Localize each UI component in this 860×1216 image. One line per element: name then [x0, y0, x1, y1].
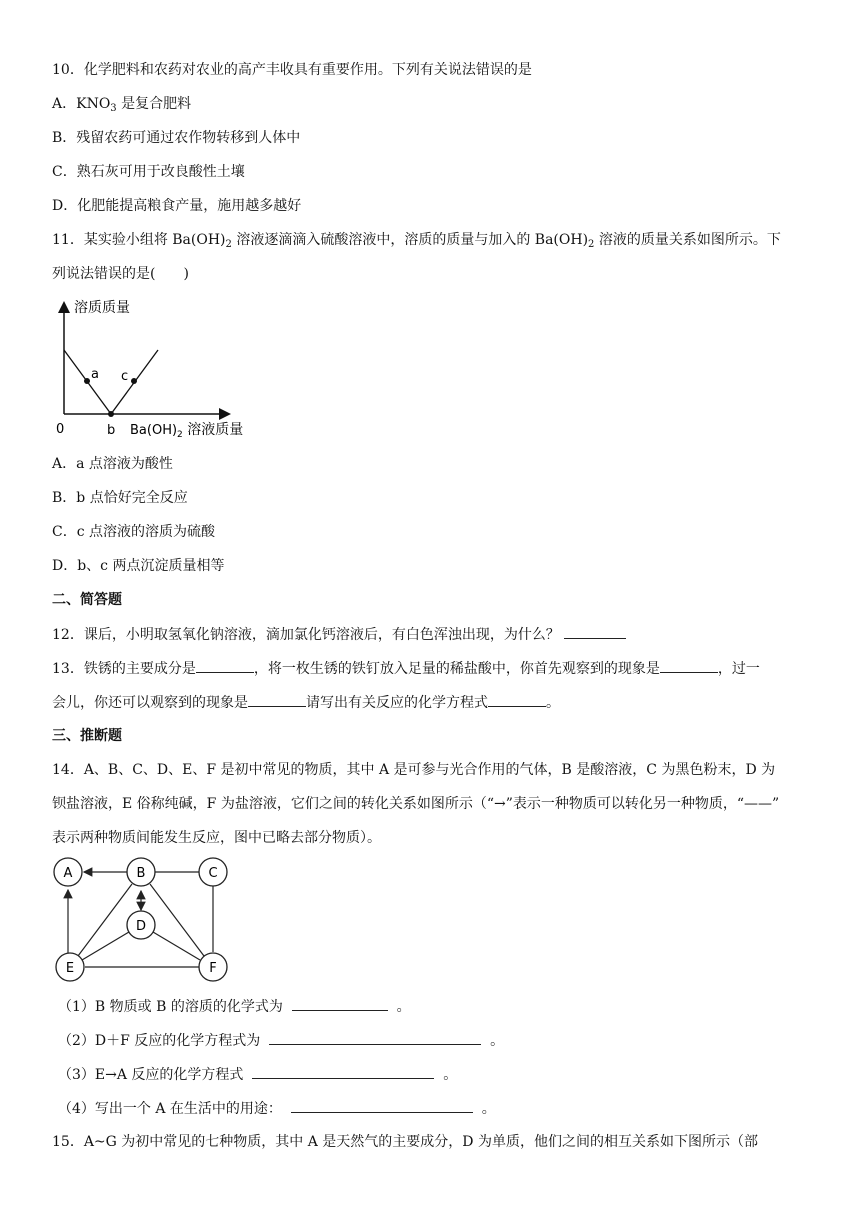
point-c-marker [131, 378, 137, 384]
node-f [199, 953, 227, 981]
graph-ylabel: 溶质质量 [74, 300, 130, 316]
section-heading-short-answer: 二、简答题 [52, 592, 122, 608]
origin-label: 0 [56, 422, 65, 437]
graph-xlabel: $Ba(OH)_2$ 溶液质量 [130, 422, 244, 440]
node-b [127, 858, 155, 886]
point-b-marker [108, 411, 114, 417]
q13-blank-3[interactable] [248, 692, 306, 707]
q10-option-b: B．残留农药可通过农作物转移到人体中 [52, 130, 301, 146]
q14-diagram [50, 854, 235, 982]
q14-stem-line3: 表示两种物质间能发生反应，图中已略去部分物质）。 [52, 830, 381, 846]
svg-text:A: A [63, 866, 73, 881]
svg-text:B: B [136, 866, 146, 881]
q11-option-c: C．c 点溶液的溶质为硫酸 [52, 524, 216, 540]
q10-option-d: D．化肥能提高粮食产量，施用越多越好 [52, 198, 302, 214]
q10-option-c: C．熟石灰可用于改良酸性土壤 [52, 164, 245, 180]
q12-stem: 12．课后，小明取氢氧化钠溶液，滴加氯化钙溶液后，有白色浑浊出现，为什么？ [52, 624, 626, 645]
q14-stem-line2: 钡盐溶液，E 俗称纯碱，F 为盐溶液，它们之间的转化关系如图所示（“→”表示一种物质可以转化另一种物质，“——” [52, 796, 780, 812]
q11-option-b: B．b 点恰好完全反应 [52, 490, 188, 506]
q15-stem: 15．A~G 为初中常见的七种物质，其中 A 是天然气的主要成分，D 为单质，他们之间的相互关系如下图所示（部 [52, 1134, 758, 1150]
q10-option-a: A．$KNO_3$ 是复合肥料 [52, 96, 192, 114]
edge-d-e [82, 932, 129, 960]
svg-text:D: D [135, 919, 147, 934]
section-heading-inference: 三、推断题 [52, 728, 122, 744]
edge-d-f [153, 932, 200, 960]
q14-blank-1[interactable] [292, 996, 388, 1011]
q14-sub-1: （1）B 物质或 B 的溶质的化学式为 。 [58, 996, 411, 1017]
svg-text:E: E [65, 961, 75, 976]
q10-stem: 10．化学肥料和农药对农业的高产丰收具有重要作用。下列有关说法错误的是 [52, 62, 532, 78]
q11-option-a: A．a 点溶液为酸性 [52, 456, 173, 472]
svg-text:F: F [209, 961, 217, 976]
q14-blank-4[interactable] [291, 1098, 473, 1113]
q13-blank-4[interactable] [488, 692, 546, 707]
q11-graph [48, 292, 268, 442]
node-e [56, 953, 84, 981]
q13-blank-2[interactable] [660, 658, 718, 673]
q14-stem-line1: 14．A、B、C、D、E、F 是初中常见的物质，其中 A 是可参与光合作用的气体，B 是酸溶液，C 为黑色粉末，D 为 [52, 762, 776, 778]
point-c-label: c [121, 369, 129, 384]
edge-b-e [78, 884, 132, 956]
q11-option-d: D．b、c 两点沉淀质量相等 [52, 558, 225, 574]
q13-line1: 13．铁锈的主要成分是 ，将一枚生锈的铁钉放入足量的稀盐酸中，你首先观察到的现象是 ，过一 [52, 658, 760, 679]
point-a-label: a [91, 367, 99, 382]
q14-blank-3[interactable] [252, 1064, 434, 1079]
node-c [199, 858, 227, 886]
point-b-label: b [107, 423, 116, 438]
svg-text:C: C [208, 866, 218, 881]
point-a-marker [84, 378, 90, 384]
q14-sub-3: （3）E→A 反应的化学方程式 。 [58, 1064, 457, 1085]
q11-stem-line2: 列说法错误的是( ) [52, 266, 189, 282]
graph-curve [64, 350, 158, 414]
q11-stem-line1: 11．某实验小组将 $Ba(OH)_2$ 溶液逐滴滴入硫酸溶液中，溶质的质量与加入的 $Ba(OH)_2$ 溶液的质量关系如图所示。下 [52, 232, 781, 250]
edge-b-f [150, 884, 204, 956]
q13-blank-1[interactable] [196, 658, 254, 673]
q12-answer-blank[interactable] [564, 624, 626, 639]
node-d [127, 911, 155, 939]
q13-line2: 会儿，你还可以观察到的现象是 请写出有关反应的化学方程式 。 [52, 692, 560, 713]
node-a [54, 858, 82, 886]
q14-sub-4: （4）写出一个 A 在生活中的用途： 。 [58, 1098, 496, 1119]
q14-blank-2[interactable] [269, 1030, 481, 1045]
q14-sub-2: （2）D＋F 反应的化学方程式为 。 [58, 1030, 504, 1051]
